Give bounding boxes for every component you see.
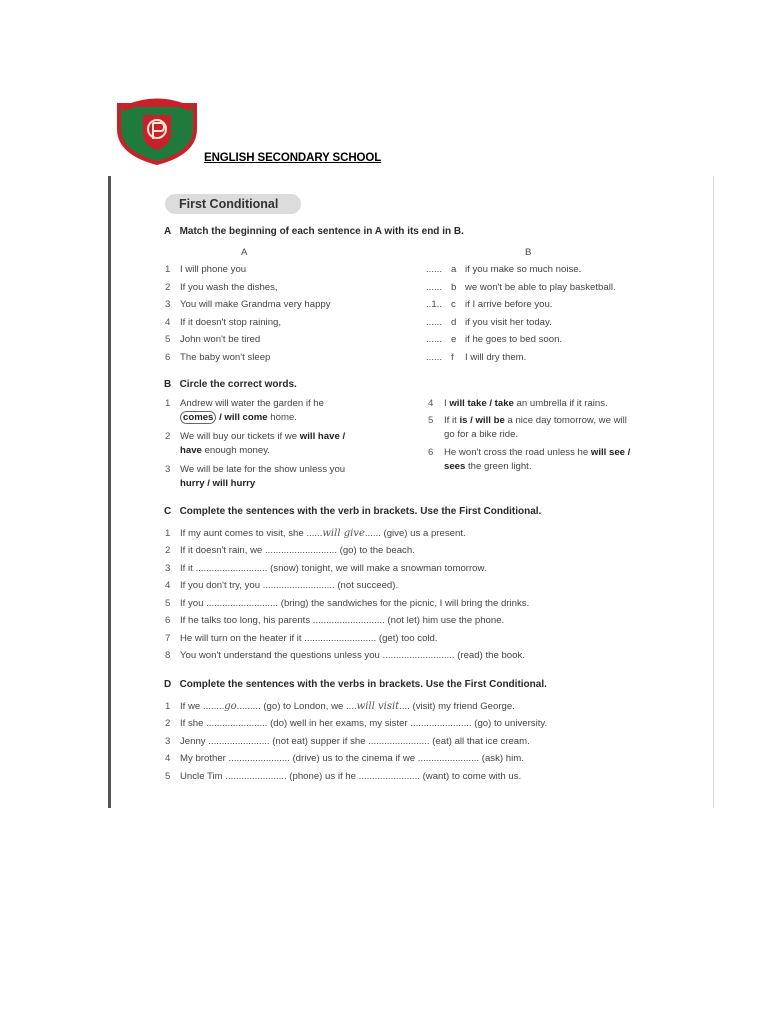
item-number: 5 [165,597,171,609]
option-text: is / will be [459,415,505,426]
handwritten-answer: will give [322,528,365,539]
page-left-border [108,176,111,808]
item-number: 4 [165,753,171,764]
match-letter: d [451,316,457,328]
answer-blank: ...... [426,334,442,345]
section-instruction: Circle the correct words. [179,379,297,390]
item-number: 4 [165,316,171,328]
answer-blank: ...... [426,316,442,328]
b-item-4-line-1 [444,398,608,409]
section-b-heading [164,379,297,390]
section-instruction: Match the beginning of each sentence in A with its end in B. [179,226,464,237]
sentence-start: I [444,398,447,409]
sentence-middle: a nice day tomorrow, we will [507,415,627,426]
c-exercise-item: If it ........................... (snow) tonight, we will make a snowman tomorrow. [180,562,487,574]
d-exercise-item: Uncle Tim ....................... (phone) us if he ....................... (want) to come with us. [180,770,522,782]
b-item-2-line-1 [180,431,345,442]
answer-blank: ...... [426,281,442,293]
item-number: 1 [165,528,171,539]
section-instruction: Complete the sentences with the verbs in brackets. Use the First Conditional. [179,679,547,690]
sentence-end: home. [270,412,297,423]
match-right-item: if you visit her today. [465,316,552,328]
b-item-1-line-1: Andrew will water the garden if he [180,398,324,409]
b-item-1-line-2 [180,412,297,423]
b-item-6-line-2 [444,461,532,472]
b-item-3-line-1: We will be late for the show unless you [180,464,346,475]
sentence-end: an umbrella if it rains. [516,398,608,409]
section-letter: C [164,506,172,517]
sentence-end: enough money. [204,445,270,456]
sentence-end: .... (visit) my friend George. [399,701,515,712]
item-number: 7 [165,632,171,644]
school-crest-logo [113,95,201,165]
sentence-start: We will buy our tickets if we [180,431,298,442]
section-a-heading [164,226,464,237]
b-item-5-line-1 [444,415,627,426]
item-number: 6 [165,351,171,363]
section-letter: B [164,379,172,390]
handwritten-answer: go [224,701,237,712]
d-exercise-item: If she ....................... (do) well in her exams, my sister ....................... (go) to university. [180,718,548,729]
match-left-item: You will make Grandma very happy [180,299,331,310]
section-c-heading [164,506,541,517]
match-letter: b [451,281,457,293]
sentence-start: If my aunt comes to visit, she ...... [180,528,323,539]
match-letter: e [451,334,457,345]
match-right-item: we won't be able to play basketball. [465,281,616,293]
item-number: 2 [165,431,171,442]
d-item-1 [180,701,515,712]
answer-blank: ...... [426,264,442,275]
item-number: 5 [428,415,434,426]
item-number: 8 [165,650,171,661]
item-number: 3 [165,562,171,574]
item-number: 6 [165,615,171,626]
worksheet-page [108,176,715,812]
match-right-item: if I arrive before you. [465,299,553,310]
item-number: 5 [165,770,171,782]
match-left-item: John won't be tired [180,334,261,345]
sentence-middle: ......... (go) to London, we .... [236,701,357,712]
match-left-item: If it doesn't stop raining, [180,316,282,328]
option-text: have [180,445,202,456]
item-number: 2 [165,545,171,556]
d-exercise-item: Jenny ....................... (not eat) supper if she ....................... (eat) all that ice cream. [180,735,530,747]
match-left-item: The baby won't sleep [180,351,271,363]
page-right-border [713,176,714,808]
sentence-end: the green light. [468,461,532,472]
sentence-start: He won't cross the road unless he [444,447,589,458]
c-exercise-item: If he talks too long, his parents ........................... (not let) him use the phone. [180,615,505,626]
answer-blank: ...... [426,351,442,363]
match-left-item: I will phone you [180,264,247,275]
item-number: 4 [428,398,434,409]
worksheet-title: First Conditional [165,194,301,214]
item-number: 4 [165,580,171,591]
item-number: 1 [165,264,171,275]
match-letter: c [451,299,456,310]
b-item-2-line-2 [180,445,270,456]
option-text: will see / [590,447,631,458]
option-text: sees [444,461,466,472]
item-number: 5 [165,334,171,345]
column-b-header: B [525,247,532,258]
c-exercise-item: If it doesn't rain, we ........................... (go) to the beach. [180,545,415,556]
item-number: 6 [428,447,434,458]
item-number: 3 [165,735,171,747]
item-number: 1 [165,701,171,712]
match-letter: f [451,351,454,363]
answer-blank: ..1.. [426,299,442,310]
column-a-header: A [241,247,248,258]
match-right-item: I will dry them. [465,351,527,363]
option-text: / will come [219,412,268,423]
match-right-item: if you make so much noise. [465,264,582,275]
school-title: ENGLISH SECONDARY SCHOOL [204,152,382,164]
match-left-item: If you wash the dishes, [180,281,278,293]
sentence-start: If we ........ [180,701,225,712]
section-d-heading [164,679,547,690]
item-number: 2 [165,718,171,729]
sentence-start: If it [444,415,457,426]
circled-answer: comes [180,411,216,424]
match-letter: a [451,264,457,275]
c-exercise-item: If you don't try, you ........................... (not succeed). [180,580,399,591]
item-number: 3 [165,299,171,310]
item-number: 3 [165,464,171,475]
c-exercise-item: He will turn on the heater if it ........................... (get) too cold. [180,632,438,644]
option-text: will take / take [449,398,514,409]
b-item-3-line-2: hurry / will hurry [180,478,256,489]
option-text: will have / [299,431,346,442]
b-item-6-line-1 [444,447,630,458]
c-exercise-item: You won't understand the questions unless you ........................... (read) the book. [180,650,525,661]
handwritten-answer: will visit [356,701,400,712]
section-instruction: Complete the sentences with the verb in brackets. Use the First Conditional. [179,506,542,517]
b-item-5-line-2: go for a bike ride. [444,429,519,440]
d-exercise-item: My brother ....................... (drive) us to the cinema if we ....................... (ask) him. [180,753,524,764]
c-exercise-item: If you ........................... (bring) the sandwiches for the picnic, I will bring the drinks. [180,597,530,609]
item-number: 2 [165,281,171,293]
match-right-item: if he goes to bed soon. [465,334,563,345]
sentence-end: ...... (give) us a present. [364,528,466,539]
section-letter: A [164,226,172,237]
c-item-1 [180,528,466,539]
item-number: 1 [165,398,171,409]
section-letter: D [164,679,172,690]
